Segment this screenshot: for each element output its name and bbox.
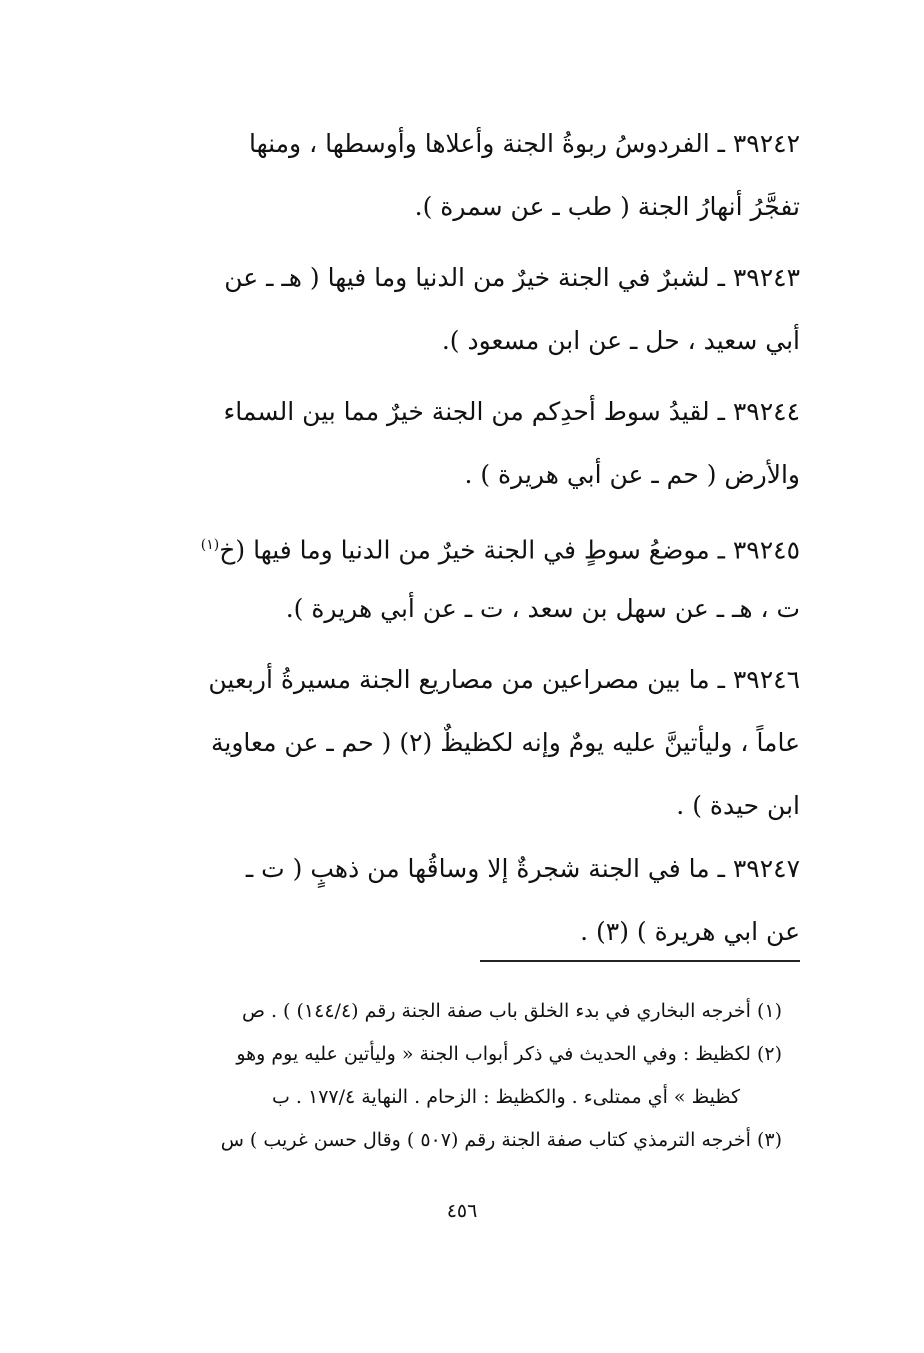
text-line: ٣٩٢٤٤ ـ لقيدُ سوط أحدِكم من الجنة خيرٌ مما بين السماء [223, 397, 800, 426]
footnote-2-continued: كظيظ » أي ممتلىء . والكظيظ : الزحام . النهاية ١٧٧/٤ . ب [271, 1086, 740, 1108]
text-line: تفجَّرُ أنهارُ الجنة ( طب ـ عن سمرة ). [414, 192, 800, 221]
text-line: عن ابي هريرة ) (٣) . [580, 917, 800, 946]
text-line: عاماً ، وليأتينَّ عليه يومٌ وإنه لكظيظٌ (٢) ( حم ـ عن معاوية [210, 728, 800, 757]
footnote-1: (١) أخرجه البخاري في بدء الخلق باب صفة الجنة رقم (١٤٤/٤) ) . ص [241, 1000, 782, 1022]
text-line: ابن حيدة ) . [676, 791, 800, 820]
footnotes [92, 990, 782, 1162]
page-number: ٤٥٦ [446, 1200, 478, 1222]
text-line: والأرض ( حم ـ عن أبي هريرة ) . [464, 460, 800, 489]
hadith-entry [90, 514, 800, 640]
text-line: ٣٩٢٤٢ ـ الفردوسُ ربوةُ الجنة وأعلاها وأوسطها ، ومنها [248, 129, 800, 158]
hadith-entry [90, 837, 800, 963]
footnote-3: (٣) أخرجه الترمذي كتاب صفة الجنة رقم (٥٠٧ ) وقال حسن غريب ) س [220, 1129, 782, 1151]
text-line: ٣٩٢٤٥ ـ موضعُ سوطٍ في الجنة خيرٌ من الدنيا وما فيها (خ$^{(١)}$ [200, 535, 800, 565]
hadith-entry [90, 246, 800, 372]
text-line: ٣٩٢٤٧ ـ ما في الجنة شجرةٌ إلا وساقُها من ذهبٍ ( ت ـ [245, 854, 800, 883]
text-line: أبي سعيد ، حل ـ عن ابن مسعود ). [441, 326, 800, 355]
hadith-entries [90, 112, 800, 963]
hadith-entry [90, 112, 800, 238]
text-line: ٣٩٢٤٦ ـ ما بين مصراعين من مصاريع الجنة مسيرةُ أربعين [208, 665, 800, 694]
text-line: ٣٩٢٤٣ ـ لشبرٌ في الجنة خيرٌ من الدنيا وما فيها ( هـ ـ عن [224, 263, 800, 292]
text-line: ت ، هـ ـ عن سهل بن سعد ، ت ـ عن أبي هريرة ). [285, 594, 800, 623]
footnote-marker: (١) [200, 537, 220, 553]
footnote-divider [480, 960, 800, 962]
hadith-entry [90, 380, 800, 506]
hadith-entry [90, 648, 800, 837]
footnote-2: (٢) لكظيظ : وفي الحديث في ذكر أبواب الجنة « وليأتين عليه يوم وهو [236, 1043, 782, 1065]
